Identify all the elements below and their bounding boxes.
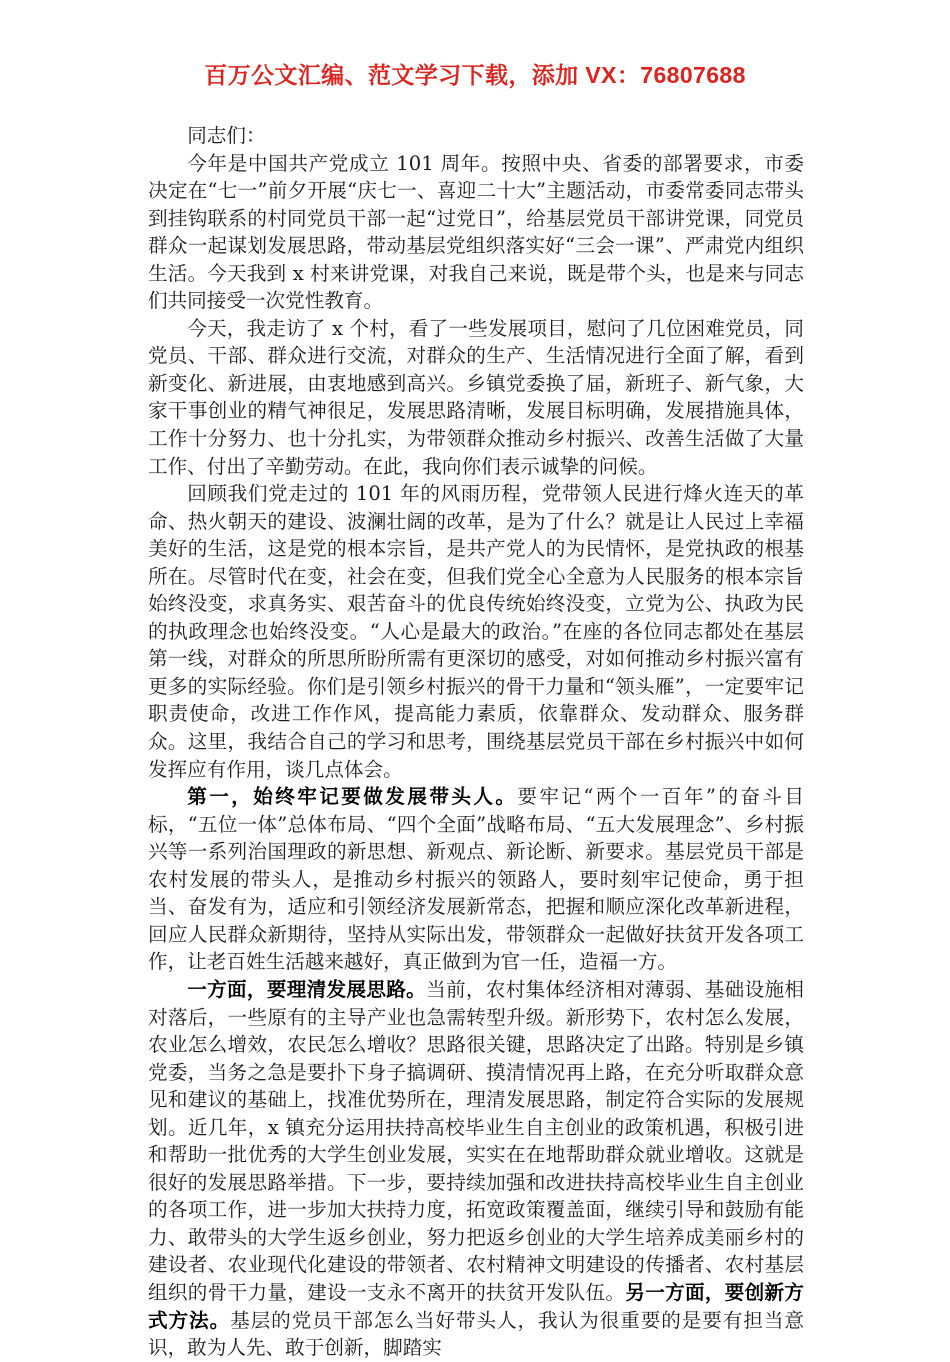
paragraph-1-text: 今年是中国共产党成立 101 周年。按照中央、省委的部署要求，市委决定在“七一”前夕开展“庆七一、喜迎二十大”主题活动，市委常委同志带头到挂钩联系的村同党员干部一起“过党日”，给基层党员干部讲党课，同党员群众一起谋划发展思路，带动基层党组织落实好“三会一课”、严肃党内组织生活。今天我到 x 村来讲党课，对我自己来说，既是带个头，也是来与同志们共同接受一次党性教育。 <box>148 151 804 313</box>
paragraph-5-text-a: 当前，农村集体经济相对薄弱、基础设施相对落后，一些原有的主导产业也急需转型升级。新形势下，农村怎么发展，农业怎么增效，农民怎么增收？思路很关键，思路决定了出路。特别是乡镇党委，当务之急是要扑下身子搞调研、摸清情况再上路，在充分听取群众意见和建议的基础上，找准优势所在，理清发展思路，制定符合实际的发展规划。近几年，x 镇充分运用扶持高校毕业生自主创业的政策机遇，积极引进和帮助一批优秀的大学生创业发展，实实在在地帮助群众就业增收。这就是很好的发展思路举措。下一步，要持续加强和改进扶持高校毕业生自主创业的各项工作，进一步加大扶持力度，拓宽政策覆盖面，继续引导和鼓励有能力、敢带头的大学生返乡创业，努力把返乡创业的大学生培养成美丽乡村的建设者、农业现代化建设的带领者、农村精神文明建设的传播者、农村基层组织的骨干力量，建设一支永不离开的扶贫开发队伍。 <box>148 977 805 1304</box>
promo-watermark-header: 百万公文汇编、范文学习下载，添加 VX：76807688 <box>204 62 746 88</box>
salutation-paragraph: 同志们： <box>187 124 266 147</box>
paragraph-2-text: 今天，我走访了 x 个村，看了一些发展项目，慰问了几位困难党员，同党员、干部、群众进行交流，对群众的生产、生活情况进行全面了解，看到新变化、新进展，由衷地感到高兴。乡镇党委换了届，新班子、新气象，大家干事创业的精气神很足，发展思路清晰，发展目标明确，发展措施具体，工作十分努力、也十分扎实，为带领群众推动乡村振兴、改善生活做了大量工作、付出了辛勤劳动。在此，我向你们表示诚挚的问候。 <box>148 316 804 478</box>
paragraph-4-text: 要牢记“两个一百年”的奋斗目标，“五位一体”总体布局、“四个全面”战略布局、“五大发展理念”、乡村振兴等一系列治国理政的新思想、新观点、新论断、新要求。基层党员干部是农村发展的带头人，是推动乡村振兴的领路人，要时刻牢记使命，勇于担当、奋发有为，适应和引领经济发展新常态，把握和顺应深化改革新进程，回应人民群众新期待，坚持从实际出发，带领群众一起做好扶贫开发各项工作，让老百姓生活越来越好，真正做到为官一任，造福一方。 <box>148 785 804 974</box>
paragraph-1 <box>148 150 804 315</box>
paragraph-3 <box>148 480 804 783</box>
paragraph-5-heading-b: 另一方面，要创新方式方法。 <box>148 1280 805 1332</box>
paragraph-2 <box>148 315 804 480</box>
paragraph-5 <box>148 976 804 1362</box>
paragraph-5-text-b: 基层的党员干部怎么当好带头人，我认为很重要的是要有担当意识，敢为人先、敢于创新，脚踏实 <box>148 1308 805 1360</box>
paragraph-3-text: 回顾我们党走过的 101 年的风雨历程，党带领人民进行烽火连天的革命、热火朝天的建设、波澜壮阔的改革，是为了什么？就是让人民过上幸福美好的生活，这是党的根本宗旨，是共产党人的为民情怀，是党执政的根基所在。尽管时代在变，社会在变，但我们党全心全意为人民服务的根本宗旨始终没变，求真务实、艰苦奋斗的优良传统始终没变，立党为公、执政为民的执政理念也始终没变。“人心是最大的政治。”在座的各位同志都处在基层第一线，对群众的所思所盼所需有更深切的感受，对如何推动乡村振兴富有更多的实际经验。你们是引领乡村振兴的骨干力量和“领头雁”，一定要牢记职责使命，改进工作作风，提高能力素质，依靠群众、发动群众、服务群众。这里，我结合自己的学习和思考，围绕基层党员干部在乡村振兴中如何发挥应有作用，谈几点体会。 <box>148 482 804 781</box>
paragraph-4 <box>148 783 804 976</box>
paragraph-5-heading-a: 一方面，要理清发展思路。 <box>187 977 427 1001</box>
paragraph-4-heading: 第一，始终牢记要做发展带头人。 <box>187 785 518 809</box>
document-body <box>148 122 804 1362</box>
